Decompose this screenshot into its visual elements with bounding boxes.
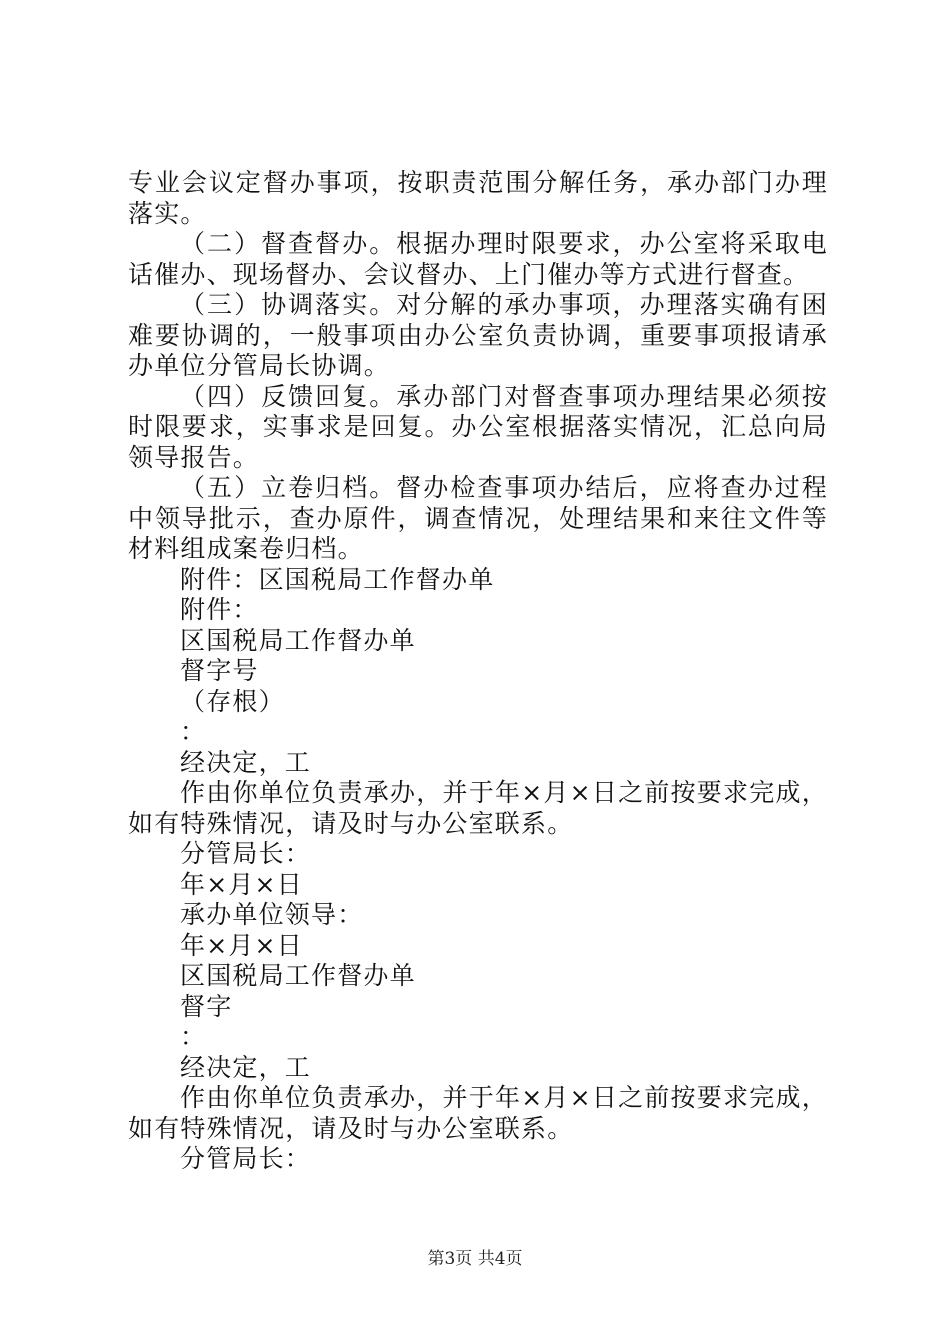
form1-unit-leader-label: 承办单位领导： — [180, 900, 364, 929]
continued-paragraph: 专业会议定督办事项，按职责范围分解任务，承办部门办理落实。 — [128, 168, 828, 228]
form1-number: 督字号 — [180, 656, 259, 685]
form2-leader-label: 分管局长： — [180, 1144, 312, 1173]
form1-attach-label: 附件： — [180, 595, 259, 624]
form1-date2: 年×月×日 — [180, 930, 303, 960]
attachment-reference: 附件：区国税局工作督办单 — [180, 564, 495, 594]
form1-decision: 经决定，工 — [180, 747, 312, 777]
form1-body: 作由你单位负责承办，并于年×月×日之前按要求完成，如有特殊情况，请及时与办公室联系。 — [128, 778, 828, 838]
form1-colon: ： — [180, 717, 207, 746]
item-archiving: （五）立卷归档。督办检查事项办结后，应将查办过程中领导批示，查办原件，调查情况，处理结果和来往文件等材料组成案卷归档。 — [128, 473, 828, 563]
form2-decision: 经决定，工 — [180, 1052, 312, 1082]
item-coordination: （三）协调落实。对分解的承办事项，办理落实确有困难要协调的，一般事项由办公室负责协调，重要事项报请承办单位分管局长协调。 — [128, 290, 828, 380]
form1-title: 区国税局工作督办单 — [180, 625, 416, 655]
form2-body: 作由你单位负责承办，并于年×月×日之前按要求完成，如有特殊情况，请及时与办公室联系。 — [128, 1083, 828, 1143]
form1-date1: 年×月×日 — [180, 869, 303, 899]
document-body — [128, 168, 828, 1175]
form2-number: 督字 — [180, 991, 233, 1021]
form1-stub: （存根） — [180, 686, 285, 716]
item-supervision: （二）督查督办。根据办理时限要求，办公室将采取电话催办、现场督办、会议督办、上门催办等方式进行督查。 — [128, 229, 828, 289]
item-feedback: （四）反馈回复。承办部门对督查事项办理结果必须按时限要求，实事求是回复。办公室根据落实情况，汇总向局领导报告。 — [128, 381, 828, 472]
page-footer: 第3页 共4页 — [427, 1249, 523, 1269]
form2-colon: ： — [180, 1022, 207, 1051]
form1-leader-label: 分管局长： — [180, 839, 312, 868]
form2-title: 区国税局工作督办单 — [180, 961, 416, 990]
